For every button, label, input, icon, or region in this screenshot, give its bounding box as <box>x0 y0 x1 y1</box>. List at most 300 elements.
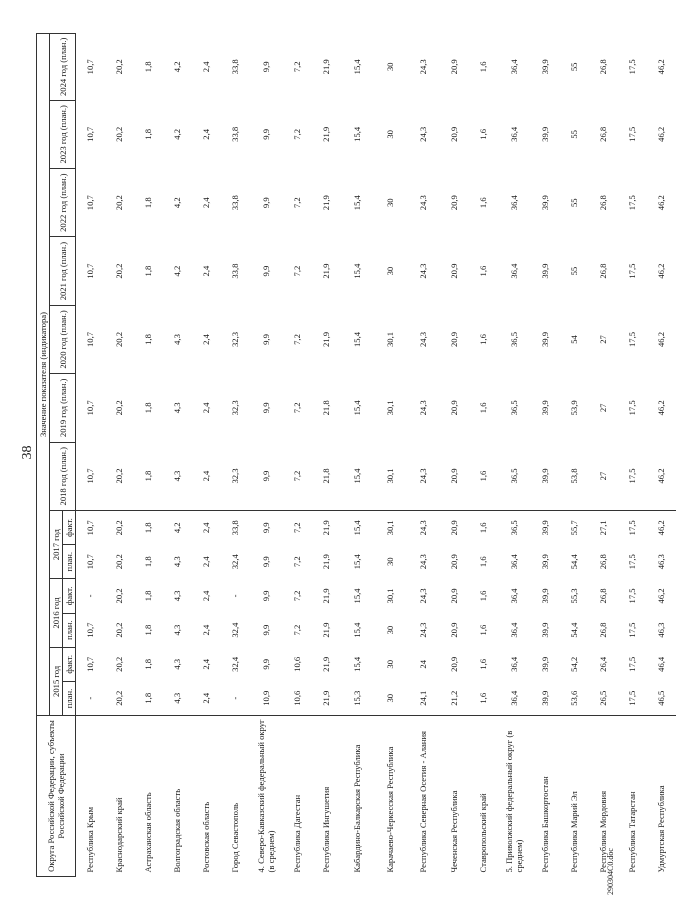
value-cell: 20,2 <box>114 588 124 604</box>
value-cell: 1,8 <box>143 692 153 704</box>
value-cell: 1,6 <box>478 402 488 414</box>
sub-header-fact: факт. <box>63 510 76 544</box>
value-cell: 9,9 <box>261 522 271 534</box>
table-row <box>283 34 312 877</box>
indicator-header: Значение показателя (индикатора) <box>37 34 50 716</box>
region-name: Ростовская область <box>192 716 221 877</box>
value-cell: 17,5 <box>627 622 637 638</box>
region-name: 5. Приволжский федеральный округ (в среднем) <box>498 716 531 877</box>
value-cell: 24 <box>418 660 428 669</box>
value-cell: 1,8 <box>143 402 153 414</box>
value-cell: 15,4 <box>352 126 362 142</box>
value-cell: 17,5 <box>618 442 647 510</box>
value-cell: 7,2 <box>292 402 302 414</box>
value-cell: 54,4 <box>569 554 579 570</box>
value-cell: 27,1 <box>598 520 608 536</box>
value-cell: 36,4 <box>509 656 519 672</box>
value-cell: 21,8 <box>321 400 331 416</box>
value-cell: 2,4 <box>201 197 211 209</box>
value-cell: 17,5 <box>627 195 637 211</box>
value-cell: 10,7 <box>76 442 105 510</box>
value-cell: 24,3 <box>418 554 428 570</box>
value-cell: 2,4 <box>201 128 211 140</box>
value-cell: 30,1 <box>374 442 407 510</box>
value-cell: 4,3 <box>172 624 182 636</box>
region-name: Город Севастополь <box>221 716 250 877</box>
value-cell: 33,8 <box>230 59 240 75</box>
plan-2024-header: 2024 год (план.) <box>50 34 76 101</box>
value-cell: 20,2 <box>114 690 124 706</box>
value-cell: 46,3 <box>656 622 666 638</box>
value-cell: 15,4 <box>352 400 362 416</box>
value-cell: 10,7 <box>85 59 96 75</box>
region-name: Удмуртская Республика <box>647 716 676 877</box>
value-cell: 4,3 <box>172 658 182 670</box>
value-cell: 27 <box>589 442 618 510</box>
value-cell: 1,8 <box>143 624 153 636</box>
value-cell: 54,2 <box>569 656 579 672</box>
value-cell: 1,6 <box>478 128 488 140</box>
value-cell: 17,5 <box>627 690 637 706</box>
value-cell: 20,9 <box>449 554 459 570</box>
value-cell: 39,9 <box>531 442 560 510</box>
value-cell: 20,2 <box>114 520 124 536</box>
region-name: Астраханская область <box>134 716 163 877</box>
value-cell: 4,3 <box>172 402 182 414</box>
value-cell: 9,9 <box>261 61 271 73</box>
value-cell: 33,8 <box>230 263 240 279</box>
value-cell: 9,9 <box>261 658 271 670</box>
value-cell: 10,7 <box>85 331 96 347</box>
value-cell: 36,4 <box>509 59 519 75</box>
value-cell: 39,9 <box>540 656 550 672</box>
table-body <box>76 34 676 877</box>
value-cell: 32,3 <box>221 442 250 510</box>
value-cell: 46,5 <box>656 690 666 706</box>
value-cell: 21,9 <box>321 195 331 211</box>
value-cell: 4,3 <box>172 590 182 602</box>
value-cell: 10,6 <box>292 690 302 706</box>
value-cell: 24,3 <box>418 195 428 211</box>
value-cell: 4,3 <box>163 442 192 510</box>
value-cell: 46,2 <box>656 520 666 536</box>
value-cell: 32,4 <box>230 656 240 672</box>
table-row <box>407 34 440 877</box>
value-cell: 9,9 <box>250 442 283 510</box>
value-cell: 1,6 <box>478 692 488 704</box>
value-cell: 36,4 <box>509 588 519 604</box>
value-cell: 39,9 <box>540 126 550 142</box>
value-cell: 21,9 <box>321 263 331 279</box>
value-cell: 20,2 <box>114 622 124 638</box>
region-column-header: Округа Российской Федерации, субъекты Российской Федерации <box>37 716 76 877</box>
table-row <box>469 34 498 877</box>
value-cell: 1,8 <box>143 197 153 209</box>
sub-header-fact: факт. <box>63 579 76 613</box>
value-cell: 46,4 <box>656 656 666 672</box>
value-cell: 36,4 <box>509 195 519 211</box>
value-cell: 30,1 <box>385 400 395 416</box>
value-cell: 55 <box>569 198 579 207</box>
value-cell: 20,9 <box>449 195 459 211</box>
value-cell: 39,9 <box>540 263 550 279</box>
value-cell: 30,1 <box>385 588 395 604</box>
value-cell: 4,3 <box>172 692 182 704</box>
value-cell: 21,9 <box>321 588 331 604</box>
value-cell: 26,8 <box>598 195 608 211</box>
value-cell: 26,8 <box>598 126 608 142</box>
value-cell: 1,8 <box>143 265 153 277</box>
value-cell: 21,2 <box>449 690 459 706</box>
value-cell: 2,4 <box>201 556 211 568</box>
table-row <box>589 34 618 877</box>
value-cell: 21,9 <box>321 690 331 706</box>
value-cell: 24,3 <box>418 331 428 347</box>
value-cell: 20,2 <box>114 331 124 347</box>
value-cell: 46,2 <box>656 126 666 142</box>
value-cell: 39,9 <box>540 400 550 416</box>
value-cell: 36,5 <box>509 520 519 536</box>
value-cell: 1,8 <box>143 658 153 670</box>
value-cell: 7,2 <box>292 624 302 636</box>
value-cell: 15,4 <box>352 331 362 347</box>
page-number: 38 <box>20 445 35 460</box>
value-cell: 24,3 <box>418 59 428 75</box>
value-cell: 2,4 <box>201 692 211 704</box>
value-cell: 30 <box>385 557 395 567</box>
footer-filename: 290304C0.doc <box>606 848 615 895</box>
plan-2020-header: 2020 год (план.) <box>50 305 76 373</box>
value-cell: 1,8 <box>134 442 163 510</box>
value-cell: 1,8 <box>143 61 153 73</box>
value-cell: 15,4 <box>352 656 362 672</box>
table-row <box>531 34 560 877</box>
value-cell: 10,7 <box>85 126 96 142</box>
plan-2023-header: 2023 год (план.) <box>50 100 76 168</box>
indicator-table <box>36 33 676 877</box>
sub-header-plan: план. <box>63 681 76 715</box>
value-cell: 20,2 <box>114 195 124 211</box>
value-cell: 27 <box>598 403 608 413</box>
region-name: Республика Марий Эл <box>560 716 589 877</box>
value-cell: 21,9 <box>321 656 331 672</box>
value-cell: 20,9 <box>449 588 459 604</box>
value-cell: 15,4 <box>352 588 362 604</box>
value-cell: 36,4 <box>509 554 519 570</box>
value-cell: 26,4 <box>598 656 608 672</box>
value-cell: 24,3 <box>418 622 428 638</box>
value-cell: 30 <box>385 130 395 139</box>
value-cell: 46,2 <box>656 588 666 604</box>
value-cell: 15,4 <box>352 520 362 536</box>
value-cell: 55 <box>569 266 579 276</box>
value-cell: 33,8 <box>230 520 240 536</box>
region-name: Ставропольский край <box>469 716 498 877</box>
value-cell: 55,7 <box>569 520 579 536</box>
table-row <box>250 34 283 877</box>
value-cell: 32,3 <box>230 400 240 416</box>
value-cell: 10,6 <box>292 656 302 672</box>
table-row <box>163 34 192 877</box>
value-cell: 24,3 <box>407 442 440 510</box>
value-cell: 7,2 <box>292 197 302 209</box>
value-cell: 21,8 <box>312 442 341 510</box>
table-row <box>341 34 374 877</box>
value-cell: 20,9 <box>440 442 469 510</box>
value-cell: 9,9 <box>261 590 271 602</box>
table-row <box>440 34 469 877</box>
value-cell: 30 <box>385 625 395 635</box>
value-cell: 1,8 <box>143 128 153 140</box>
table-row <box>618 34 647 877</box>
value-cell: 7,2 <box>292 522 302 534</box>
value-cell: 9,9 <box>261 265 271 277</box>
value-cell: 39,9 <box>540 195 550 211</box>
value-cell: 36,5 <box>498 442 531 510</box>
region-name: Республика Северная Осетия - Алания <box>407 716 440 877</box>
value-cell: 32,3 <box>230 331 240 347</box>
value-cell: 7,2 <box>292 556 302 568</box>
value-cell: 2,4 <box>201 265 211 277</box>
region-name: Республика Дагестан <box>283 716 312 877</box>
value-cell: 1,6 <box>478 265 488 277</box>
value-cell: 30 <box>385 62 395 72</box>
value-cell: 15,4 <box>352 263 362 279</box>
value-cell: 1,6 <box>478 556 488 568</box>
value-cell: 33,8 <box>230 195 240 211</box>
value-cell: 46,2 <box>656 195 666 211</box>
value-cell: 9,9 <box>261 128 271 140</box>
value-cell: 30 <box>385 266 395 276</box>
value-cell: 32,4 <box>230 622 240 638</box>
value-cell: 7,2 <box>292 590 302 602</box>
value-cell: 2,4 <box>201 522 211 534</box>
table-row <box>560 34 589 877</box>
value-cell: 2,4 <box>201 334 211 345</box>
value-cell: - <box>230 594 240 598</box>
table-row <box>498 34 531 877</box>
value-cell: 21,9 <box>321 59 331 75</box>
value-cell: 36,5 <box>509 331 519 347</box>
value-cell: 20,2 <box>114 554 124 570</box>
region-name: Чеченская Республика <box>440 716 469 877</box>
value-cell: 26,8 <box>598 588 608 604</box>
value-cell: 46,2 <box>656 263 666 279</box>
value-cell: 1,8 <box>143 556 153 568</box>
year-2017-header: 2017 год <box>50 510 63 578</box>
value-cell: 17,5 <box>627 520 637 536</box>
value-cell: 4,3 <box>172 334 182 345</box>
value-cell: 39,9 <box>540 520 550 536</box>
value-cell: 46,2 <box>647 442 676 510</box>
value-cell: 10,7 <box>85 554 96 570</box>
sub-header-plan: план. <box>63 545 76 579</box>
value-cell: 4,2 <box>172 61 182 73</box>
value-cell: 7,2 <box>292 334 302 345</box>
value-cell: 21,9 <box>321 126 331 142</box>
value-cell: 55 <box>569 62 579 72</box>
value-cell: - <box>85 696 96 700</box>
table-row <box>221 34 250 877</box>
value-cell: 20,2 <box>114 656 124 672</box>
value-cell: 17,5 <box>627 59 637 75</box>
region-name: Карачаево-Черкесская Республика <box>374 716 407 877</box>
table-row <box>134 34 163 877</box>
value-cell: 9,9 <box>261 402 271 414</box>
value-cell: 15,4 <box>352 554 362 570</box>
region-name: Республика Татарстан <box>618 716 647 877</box>
value-cell: 20,9 <box>449 126 459 142</box>
value-cell: 46,2 <box>656 331 666 347</box>
value-cell: 24,3 <box>418 126 428 142</box>
value-cell: 39,9 <box>540 622 550 638</box>
region-name: Волгоградская область <box>163 716 192 877</box>
value-cell: 1,6 <box>478 61 488 73</box>
value-cell: 2,4 <box>201 402 211 414</box>
value-cell: 17,5 <box>627 554 637 570</box>
value-cell: 20,2 <box>114 400 124 416</box>
value-cell: 54,4 <box>569 622 579 638</box>
value-cell: 4,2 <box>172 197 182 209</box>
value-cell: 1,6 <box>478 197 488 209</box>
plan-2018-header: 2018 год (план.) <box>50 442 76 510</box>
value-cell: 24,1 <box>418 690 428 706</box>
value-cell: 1,6 <box>469 442 498 510</box>
value-cell: 10,9 <box>261 690 271 706</box>
value-cell: 24,3 <box>418 520 428 536</box>
value-cell: 9,9 <box>261 556 271 568</box>
region-name: Краснодарский край <box>105 716 134 877</box>
value-cell: 10,7 <box>85 656 96 672</box>
value-cell: 20,9 <box>449 59 459 75</box>
value-cell: 17,5 <box>627 263 637 279</box>
value-cell: 39,9 <box>540 331 550 347</box>
value-cell: 17,5 <box>627 656 637 672</box>
value-cell: 20,2 <box>114 126 124 142</box>
table-row <box>647 34 676 877</box>
value-cell: 10,7 <box>85 520 96 536</box>
value-cell: 15,4 <box>352 622 362 638</box>
table-row <box>192 34 221 877</box>
value-cell: 26,5 <box>598 690 608 706</box>
value-cell: 36,4 <box>509 126 519 142</box>
value-cell: 30 <box>385 198 395 207</box>
value-cell: 36,4 <box>509 263 519 279</box>
value-cell: 26,8 <box>598 554 608 570</box>
value-cell: 21,9 <box>321 520 331 536</box>
value-cell: 2,4 <box>201 61 211 73</box>
plan-2019-header: 2019 год (план.) <box>50 374 76 442</box>
year-2016-header: 2016 год <box>50 579 63 647</box>
value-cell: 7,2 <box>292 128 302 140</box>
value-cell: 24,3 <box>418 400 428 416</box>
sub-header-fact: факт. <box>63 647 76 681</box>
value-cell: 10,7 <box>85 400 96 416</box>
value-cell: 9,9 <box>261 197 271 209</box>
value-cell: 36,5 <box>509 400 519 416</box>
value-cell: 24,3 <box>418 588 428 604</box>
value-cell: 39,9 <box>540 554 550 570</box>
value-cell: 2,4 <box>201 624 211 636</box>
region-name: Республика Ингушетия <box>312 716 341 877</box>
value-cell: 17,5 <box>627 588 637 604</box>
region-name: 4. Северо-Кавказский федеральный округ (в среднем) <box>250 716 283 877</box>
value-cell: 2,4 <box>192 442 221 510</box>
value-cell: 4,2 <box>172 522 182 534</box>
table-row <box>105 34 134 877</box>
value-cell: 24,3 <box>418 263 428 279</box>
value-cell: 1,8 <box>143 334 153 345</box>
region-name: Республика Мордовия <box>589 716 618 877</box>
value-cell: 20,2 <box>114 263 124 279</box>
value-cell: 20,9 <box>449 331 459 347</box>
value-cell: 17,5 <box>627 400 637 416</box>
value-cell: 39,9 <box>540 588 550 604</box>
value-cell: 26,8 <box>598 59 608 75</box>
value-cell: 20,9 <box>449 622 459 638</box>
value-cell: 30,1 <box>385 520 395 536</box>
value-cell: 15,4 <box>341 442 374 510</box>
value-cell: 46,2 <box>656 400 666 416</box>
value-cell: 2,4 <box>201 590 211 602</box>
value-cell: 17,5 <box>627 126 637 142</box>
value-cell: 20,9 <box>449 400 459 416</box>
value-cell: 15,4 <box>352 195 362 211</box>
region-name: Республика Крым <box>76 716 105 877</box>
value-cell: 26,8 <box>598 622 608 638</box>
value-cell: 54 <box>569 335 579 344</box>
value-cell: - <box>230 696 240 700</box>
region-name: Кабардино-Балкарская Республика <box>341 716 374 877</box>
value-cell: 53,6 <box>569 690 579 706</box>
value-cell: 1,8 <box>143 522 153 534</box>
value-cell: 27 <box>598 335 608 344</box>
value-cell: 1,8 <box>143 590 153 602</box>
table-row <box>76 34 105 877</box>
value-cell: 36,4 <box>509 690 519 706</box>
value-cell: 1,6 <box>478 334 488 345</box>
value-cell: 21,9 <box>321 331 331 347</box>
value-cell: 1,6 <box>478 624 488 636</box>
value-cell: 2,4 <box>201 658 211 670</box>
value-cell: 15,4 <box>352 59 362 75</box>
value-cell: 1,6 <box>478 590 488 602</box>
plan-2022-header: 2022 год (план.) <box>50 169 76 237</box>
value-cell: 1,6 <box>478 522 488 534</box>
value-cell: 20,9 <box>449 656 459 672</box>
value-cell: 9,9 <box>261 334 271 345</box>
value-cell: 39,9 <box>540 59 550 75</box>
value-cell: 20,2 <box>105 442 134 510</box>
region-name: Республика Башкортостан <box>531 716 560 877</box>
value-cell: 30 <box>385 660 395 669</box>
value-cell: 1,6 <box>478 658 488 670</box>
value-cell: 7,2 <box>292 265 302 277</box>
value-cell: 33,8 <box>230 126 240 142</box>
year-2015-header: 2015 год <box>50 647 63 715</box>
table-row <box>312 34 341 877</box>
value-cell: 9,9 <box>261 624 271 636</box>
value-cell: 4,2 <box>172 265 182 277</box>
value-cell: 53,8 <box>560 442 589 510</box>
value-cell: 21,9 <box>321 554 331 570</box>
value-cell: 46,2 <box>656 59 666 75</box>
plan-2021-header: 2021 год (план.) <box>50 237 76 305</box>
sub-header-plan: план. <box>63 613 76 647</box>
value-cell: 55,3 <box>569 588 579 604</box>
value-cell: 26,8 <box>598 263 608 279</box>
value-cell: 15,3 <box>352 690 362 706</box>
